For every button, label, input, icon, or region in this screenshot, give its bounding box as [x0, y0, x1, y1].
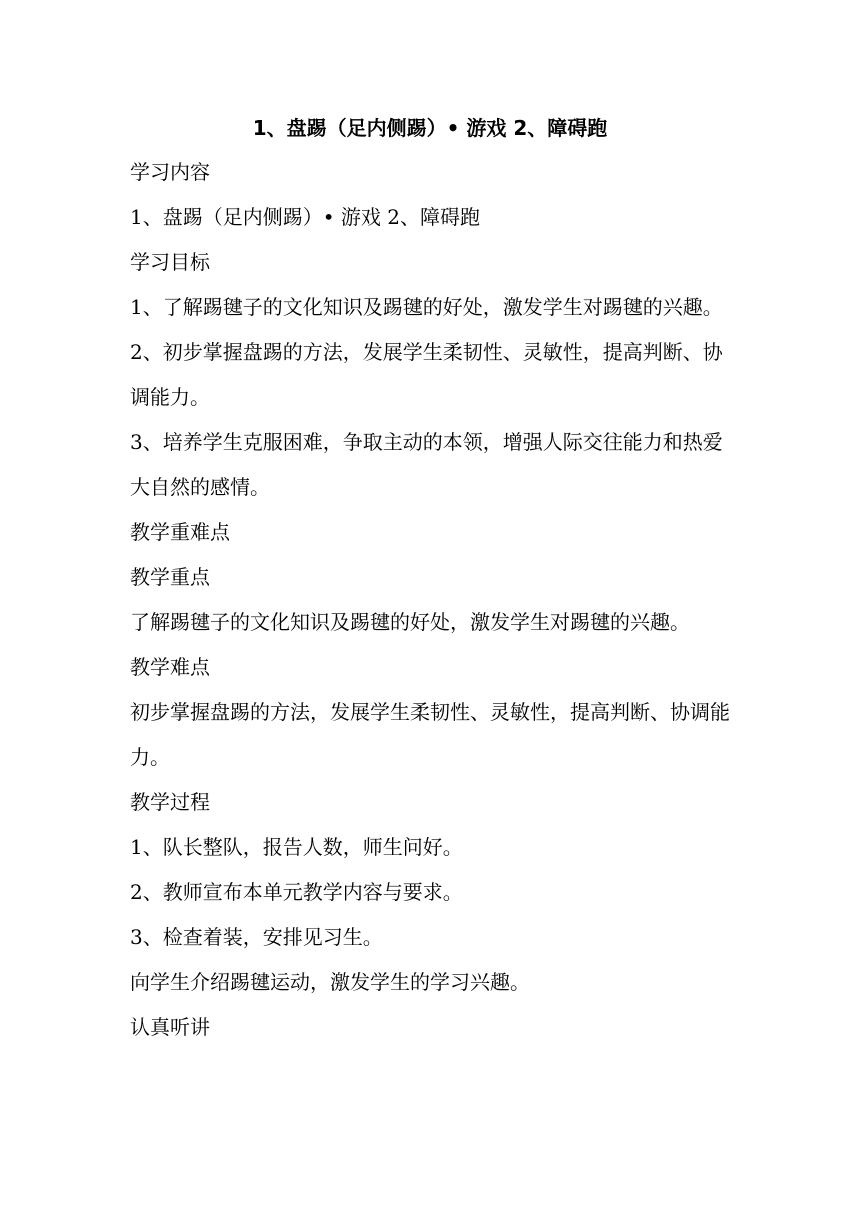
objective-2: 2、初步掌握盘踢的方法，发展学生柔韧性、灵敏性，提高判断、协调能力。: [130, 340, 723, 409]
introduce-shuttlecock-text: 向学生介绍踢毽运动，激发学生的学习兴趣。: [130, 970, 530, 994]
document-title: 1、盘踢（足内侧踢）• 游戏 2、障碍跑: [252, 116, 608, 140]
heading-learning-objectives: 学习目标: [130, 250, 210, 274]
objective-1: 1、了解踢毽子的文化知识及踢毽的好处，激发学生对踢毽的兴趣。: [130, 295, 723, 319]
heading-difficult-point: 教学难点: [130, 655, 210, 679]
heading-teaching-process: 教学过程: [130, 790, 210, 814]
listen-carefully-text: 认真听讲: [130, 1015, 210, 1039]
objective-3: 3、培养学生克服困难，争取主动的本领，增强人际交往能力和热爱大自然的感情。: [130, 430, 723, 499]
difficult-point-text: 初步掌握盘踢的方法，发展学生柔韧性、灵敏性，提高判断、协调能力。: [130, 700, 730, 769]
document-body: [130, 156, 732, 1056]
heading-learning-content: 学习内容: [130, 160, 210, 184]
learning-content-text: 1、盘踢（足内侧踢）• 游戏 2、障碍跑: [130, 205, 480, 229]
process-step-1: 1、队长整队，报告人数，师生问好。: [130, 835, 463, 859]
heading-key-point: 教学重点: [130, 565, 210, 589]
heading-key-difficult-points: 教学重难点: [130, 520, 230, 544]
key-point-text: 了解踢毽子的文化知识及踢毽的好处，激发学生对踢毽的兴趣。: [130, 610, 690, 634]
process-step-3: 3、检查着装，安排见习生。: [130, 925, 383, 949]
process-step-2: 2、教师宣布本单元教学内容与要求。: [130, 880, 463, 904]
